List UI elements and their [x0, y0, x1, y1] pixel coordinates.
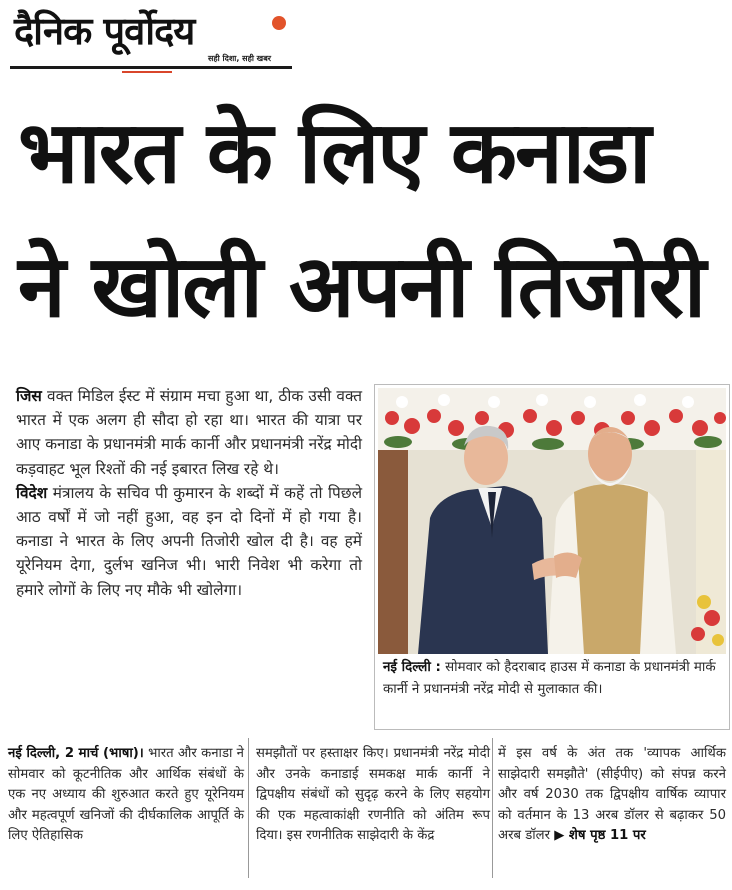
continued-on-page-link[interactable]: ▶ शेष पृष्ठ 11 पर: [554, 828, 646, 844]
headline-line-2: ने खोली अपनी तिजोरी: [18, 237, 705, 337]
newspaper-title: दैनिक पूर्वोदय: [14, 9, 195, 53]
story-column-1-text: भारत और कनाडा ने सोमवार को कूटनीतिक और आर्थिक संबंधों के एक नए अध्याय की शुरुआत करते हुए यूरेनियम और महत्वपूर्ण खनिजों की दीर्घकालिक आपूर्ति के लिए ऐतिहासिक: [8, 746, 244, 844]
intro-paragraph-text: मंत्रालय के सचिव पी कुमारन के शब्दों में कहें तो पिछले आठ वर्षों में जो नहीं हुआ, वह इन दो दिनों में हो गया है। कनाडा ने भारत के लिए अपनी तिजोरी खोल दी है। वह हमें यूरेनियम देगा, दुर्लभ खनिज भी। भारी निवेश भी करेगा तो हमारे लोगों के लिए नए मौके भी खोलेगा।: [16, 483, 362, 599]
intro-paragraph-text: वक्त मिडिल ईस्ट में संग्राम मचा हुआ था, ठीक उसी वक्त भारत में एक अलग ही सौदा हो रहा था। भारत की यात्रा पर आए कनाडा के प्रधानमंत्री मार्क कार्नी और प्रधानमंत्री नरेंद्र मोदी कड़वाहट भूल रिश्तों की नई इबारत लिख रहे थे।: [16, 387, 362, 478]
story-columns: [0, 740, 732, 890]
intro-lead-word: विदेश: [16, 483, 48, 502]
newspaper-tagline: सही दिशा, सही खबर: [208, 54, 272, 63]
story-dateline: नई दिल्ली, 2 मार्च (भाषा)।: [8, 746, 144, 761]
news-photo: [378, 388, 726, 654]
masthead-accent-rule: [122, 71, 172, 73]
intro-paragraph-1: [16, 384, 362, 481]
headline-line-1: भारत के लिए कनाडा: [18, 103, 650, 203]
story-column-3-text: में इस वर्ष के अंत तक 'व्यापक आर्थिक साझेदारी समझौते' (सीईपीए) को संपन्न करने और वर्ष 2030 तक द्विपक्षीय वार्षिक व्यापार को वर्तमान के 13 अरब डॉलर से बढ़ाकर 50 अरब डॉलर: [498, 746, 726, 844]
news-photo-illustration: [378, 388, 726, 654]
photo-box: [374, 384, 730, 730]
masthead-rule: [10, 66, 292, 69]
story-column-2: समझौतों पर हस्ताक्षर किए। प्रधानमंत्री नरेंद्र मोदी और उनके कनाडाई समकक्ष मार्क कार्नी ने द्विपक्षीय संबंधों को सुदृढ़ करने के लिए सहयोग की एक महत्वाकांक्षी रणनीति को अंतिम रूप दिया। इस रणनीतिक साझेदारी के केंद्र: [256, 746, 490, 844]
intro-paragraph-2: [16, 481, 362, 602]
masthead-logo-dot: [272, 16, 286, 30]
photo-caption: [383, 657, 725, 701]
caption-dateline: नई दिल्ली :: [383, 660, 441, 675]
story-column-3: [498, 744, 726, 847]
intro-text: [16, 384, 362, 602]
intro-lead-word: जिस: [16, 387, 42, 405]
story-column-1: [8, 744, 244, 847]
masthead: [10, 4, 292, 72]
caption-text: सोमवार को हैदराबाद हाउस में कनाडा के प्रधानमंत्री मार्क कार्नी ने प्रधानमंत्री नरेंद्र मोदी से मुलाकात की।: [383, 660, 716, 697]
